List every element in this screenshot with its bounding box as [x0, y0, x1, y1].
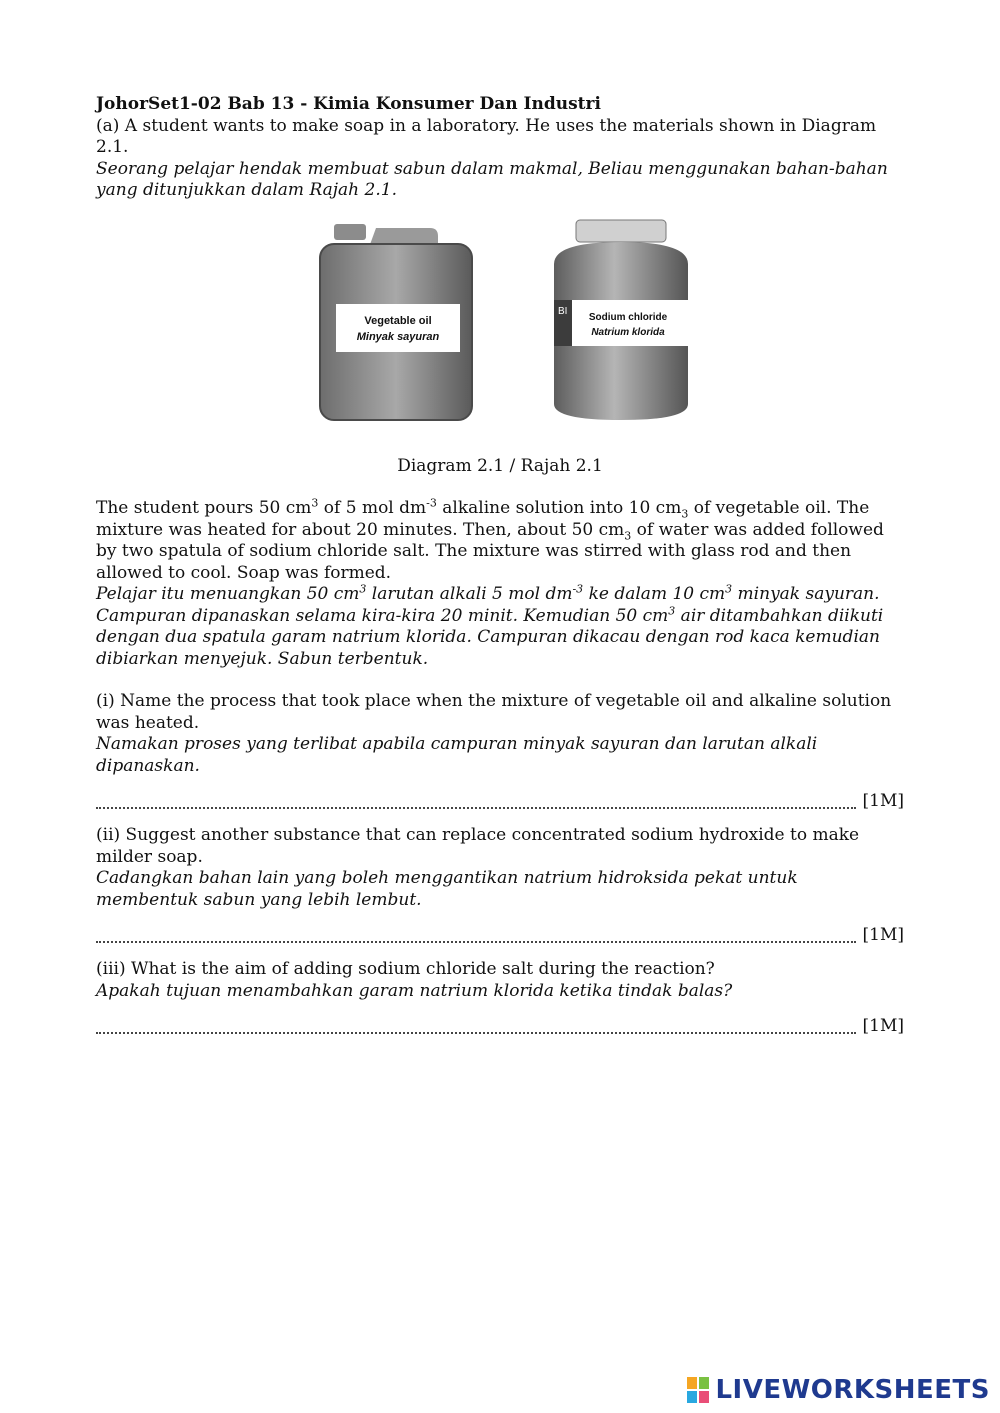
diagram-caption: Diagram 2.1 / Rajah 2.1	[397, 455, 603, 476]
question-2-english: (ii) Suggest another substance that can replace concentrated sodium hydroxide to make milder soap.	[96, 825, 860, 867]
diagram-2-1	[96, 214, 904, 446]
question-1-malay: Namakan proses yang terlibat apabila campuran minyak sayuran dan larutan alkali dipanaskan.	[96, 734, 818, 776]
brand-wordmark: LIVEWORKSHEETS	[715, 1375, 990, 1405]
procedure-english: The student pours 50 $cm^3$ of 5 mol $dm^{-3}$ alkaline solution into 10 $cm_3$ of vegetable oil. The mixture was heated for about 20 minutes. Then, about 50 $cm_3$ of water was added followed by two spatula of sodium chloride salt. The mixture was stirred with glass rod and then allowed to cool. Soap was formed.	[96, 496, 884, 583]
answer-3-dotted-line[interactable]	[96, 1032, 856, 1034]
intro-malay: Seorang pelajar hendak membuat sabun dalam makmal, Beliau menggunakan bahan-bahan yang ditunjukkan dalam Rajah 2.1.	[96, 158, 888, 200]
liveworksheets-logo-icon	[687, 1377, 709, 1403]
procedure-malay: Pelajar itu menuangkan 50 $cm^3$ larutan alkali 5 mol $dm^{-3}$ ke dalam 10 $cm^3$ minyak sayuran. Campuran dipanaskan selama kira-kira 20 minit. Kemudian 50 $cm^3$ air ditambahkan diikuti dengan dua spatula garam natrium klorida. Campuran dikacau dengan rod kaca kemudian dibiarkan menyejuk. Sabun terbentuk.	[96, 582, 884, 669]
worksheet-title: JohorSet1-02 Bab 13 - Kimia Konsumer Dan Industri	[96, 94, 601, 114]
answer-line-2[interactable]	[96, 925, 904, 947]
salt-label-malay: Natrium klorida	[591, 326, 665, 338]
liveworksheets-brand	[687, 1373, 990, 1407]
question-2-marks: [1M]	[862, 925, 904, 945]
salt-side-mark: BI	[558, 305, 568, 317]
sodium-chloride-jar-image	[546, 214, 696, 424]
vegetable-oil-jerrycan-image	[316, 214, 476, 424]
worksheet-page	[96, 94, 904, 1050]
answer-line-1[interactable]	[96, 791, 904, 813]
answer-line-3[interactable]	[96, 1016, 904, 1038]
salt-label-english: Sodium chloride	[588, 311, 668, 323]
question-3-marks: [1M]	[862, 1016, 904, 1036]
intro-english: (a) A student wants to make soap in a laboratory. He uses the materials shown in Diagram 2.1.	[96, 115, 877, 157]
question-3-malay: Apakah tujuan menambahkan garam natrium klorida ketika tindak balas?	[96, 980, 733, 1001]
question-1-marks: [1M]	[862, 791, 904, 811]
question-3-english: (iii) What is the aim of adding sodium chloride salt during the reaction?	[96, 959, 715, 979]
question-1-english: (i) Name the process that took place when the mixture of vegetable oil and alkaline solution was heated.	[96, 691, 892, 733]
answer-2-dotted-line[interactable]	[96, 941, 856, 943]
oil-label-malay: Minyak sayuran	[356, 330, 440, 343]
question-2-malay: Cadangkan bahan lain yang boleh menggantikan natrium hidroksida pekat untuk membentuk sabun yang lebih lembut.	[96, 868, 798, 910]
oil-label-english: Vegetable oil	[364, 314, 432, 327]
answer-1-dotted-line[interactable]	[96, 807, 856, 809]
